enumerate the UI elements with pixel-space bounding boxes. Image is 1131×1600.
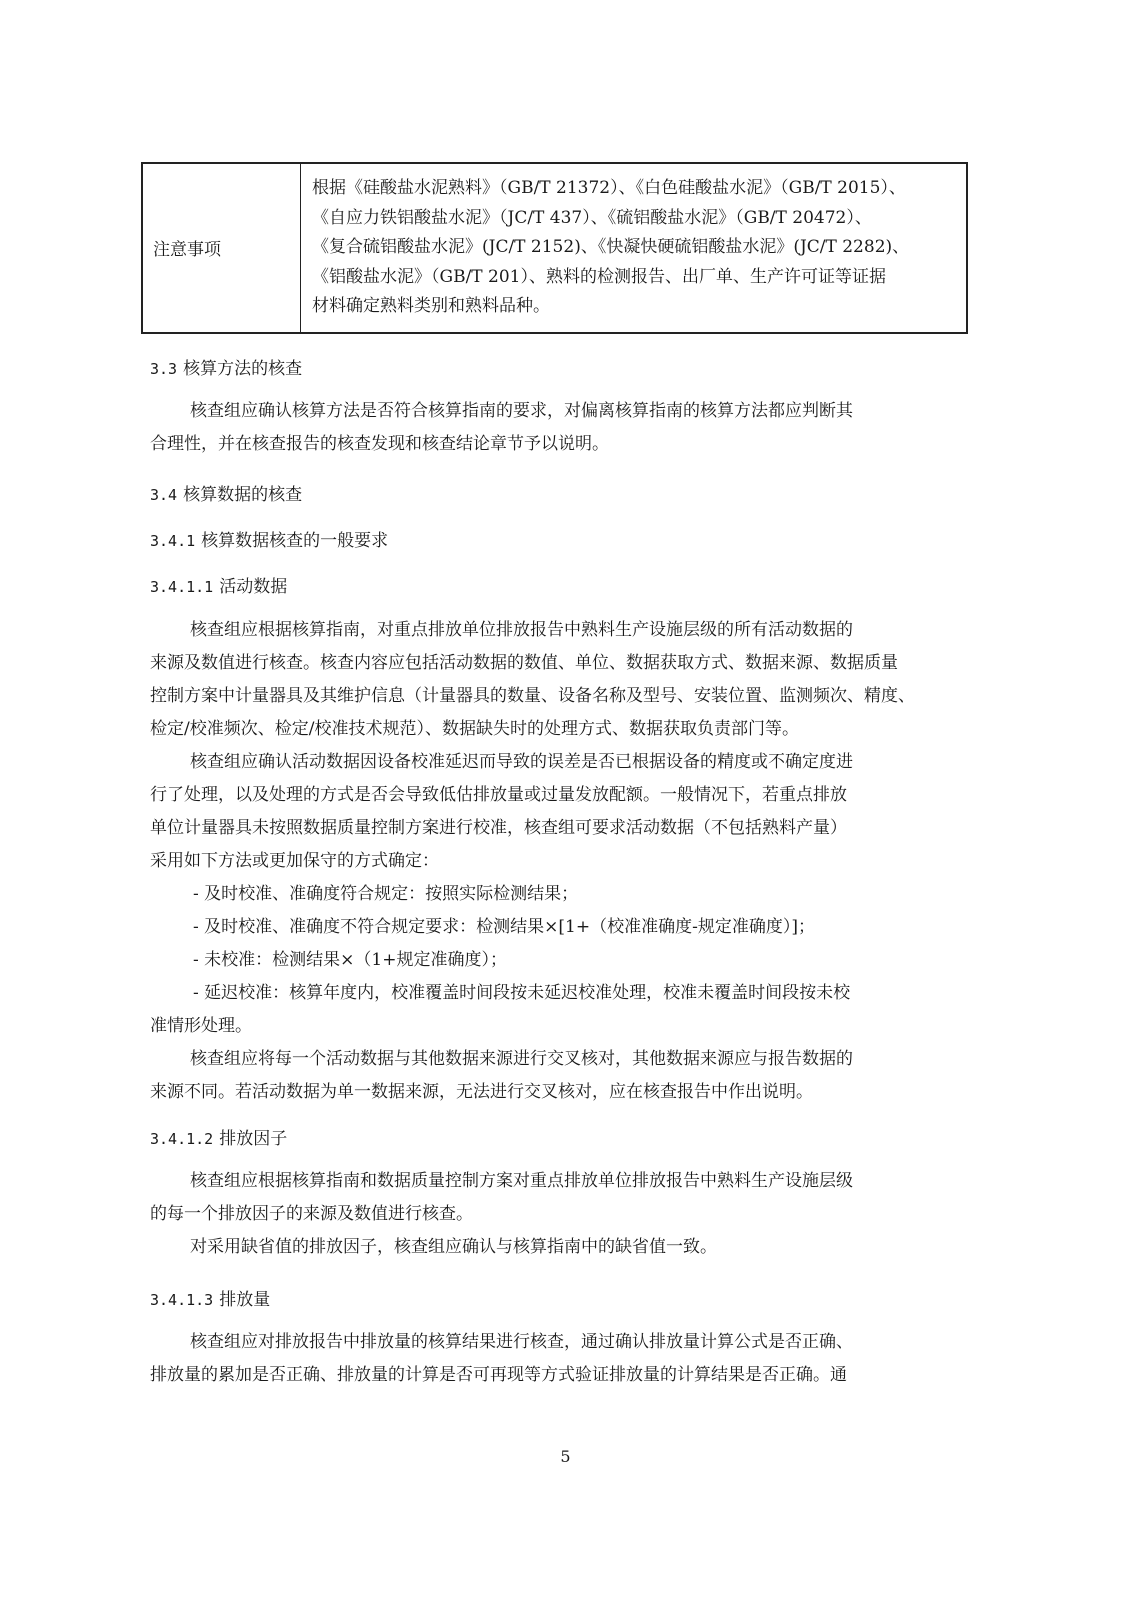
notes-line: 《复合硫铝酸盐水泥》(JC/T 2152)、《快凝快硬硫铝酸盐水泥》(JC/T 2282)、	[312, 237, 910, 257]
section-heading-3-3	[150, 354, 302, 379]
text-line: 控制方案中计量器具及其维护信息（计量器具的数量、设备名称及型号、安装位置、监测频次、精度、	[150, 686, 915, 706]
section-number: 3.3	[150, 360, 178, 378]
section-heading-3-4-1-3	[150, 1285, 270, 1310]
section-number: 3.4	[150, 486, 178, 504]
bullet-item: - 及时校准、准确度不符合规定要求：检测结果×[1+（校准准确度-规定准确度）]；	[193, 917, 815, 937]
bullet-item: - 延迟校准：核算年度内，校准覆盖时间段按未延迟校准处理，校准未覆盖时间段按未校	[193, 983, 851, 1003]
section-title: 核算数据的核查	[183, 485, 303, 505]
section-heading-3-4-1-1	[150, 572, 287, 597]
notes-line: 《铝酸盐水泥》（GB/T 201）、熟料的检测报告、出厂单、生产许可证等证据	[312, 266, 886, 287]
notes-line: 材料确定熟料类别和熟料品种。	[312, 296, 550, 316]
text-line: 来源及数值进行核查。核查内容应包括活动数据的数值、单位、数据获取方式、数据来源、数据质量	[150, 653, 898, 673]
text-line: 核查组应确认核算方法是否符合核算指南的要求，对偏离核算指南的核算方法都应判断其	[190, 401, 853, 421]
text-line: 核查组应确认活动数据因设备校准延迟而导致的误差是否已根据设备的精度或不确定度进	[190, 752, 853, 772]
section-heading-3-4	[150, 480, 302, 505]
notes-line: 根据《硅酸盐水泥熟料》（GB/T 21372）、《白色硅酸盐水泥》（GB/T 2015）、	[312, 178, 906, 198]
page-number: 5	[560, 1447, 571, 1466]
text-line: 检定/校准频次、检定/校准技术规范）、数据缺失时的处理方式、数据获取负责部门等。	[150, 719, 799, 739]
text-line: 核查组应对排放报告中排放量的核算结果进行核查，通过确认排放量计算公式是否正确、	[190, 1332, 853, 1352]
notes-label: 注意事项	[142, 163, 301, 333]
section-number: 3.4.1.3	[150, 1291, 214, 1309]
notes-content	[301, 163, 968, 333]
section-heading-3-4-1-2	[150, 1124, 287, 1149]
text-line: 来源不同。若活动数据为单一数据来源，无法进行交叉核对，应在核查报告中作出说明。	[150, 1082, 813, 1102]
bullet-item: - 及时校准、准确度符合规定：按照实际检测结果；	[193, 884, 579, 904]
section-heading-3-4-1	[150, 526, 388, 551]
text-line: 排放量的累加是否正确、排放量的计算是否可再现等方式验证排放量的计算结果是否正确。通	[150, 1365, 847, 1385]
paragraph	[150, 1326, 965, 1392]
text-line: 行了处理，以及处理的方式是否会导致低估排放量或过量发放配额。一般情况下，若重点排放	[150, 785, 847, 805]
text-line: 核查组应将每一个活动数据与其他数据来源进行交叉核对，其他数据来源应与报告数据的	[190, 1049, 853, 1069]
paragraph	[150, 1165, 965, 1264]
text-line: 核查组应根据核算指南和数据质量控制方案对重点排放单位排放报告中熟料生产设施层级	[190, 1171, 853, 1191]
notes-table	[141, 162, 968, 334]
paragraph	[150, 395, 965, 461]
section-title: 活动数据	[219, 577, 288, 597]
notes-line: 《自应力铁铝酸盐水泥》（JC/T 437）、《硫铝酸盐水泥》（GB/T 20472）、	[312, 207, 872, 228]
text-line: 的每一个排放因子的来源及数值进行核查。	[150, 1204, 473, 1224]
section-title: 排放量	[219, 1290, 271, 1310]
table-row	[142, 163, 967, 333]
text-line: 对采用缺省值的排放因子，核查组应确认与核算指南中的缺省值一致。	[190, 1237, 717, 1257]
text-line: 单位计量器具未按照数据质量控制方案进行校准，核查组可要求活动数据（不包括熟料产量）	[150, 818, 847, 838]
section-number: 3.4.1	[150, 532, 196, 550]
text-line: 合理性，并在核查报告的核查发现和核查结论章节予以说明。	[150, 434, 609, 454]
paragraph	[150, 614, 965, 1109]
section-title: 核算方法的核查	[183, 359, 303, 379]
text-line: 采用如下方法或更加保守的方式确定：	[150, 851, 439, 871]
section-number: 3.4.1.1	[150, 578, 214, 596]
section-title: 核算数据核查的一般要求	[201, 531, 389, 551]
section-title: 排放因子	[219, 1129, 288, 1149]
section-number: 3.4.1.2	[150, 1130, 214, 1148]
text-line: 准情形处理。	[150, 1016, 252, 1036]
text-line: 核查组应根据核算指南，对重点排放单位排放报告中熟料生产设施层级的所有活动数据的	[190, 620, 853, 640]
bullet-item: - 未校准：检测结果×（1+规定准确度）；	[193, 950, 507, 970]
